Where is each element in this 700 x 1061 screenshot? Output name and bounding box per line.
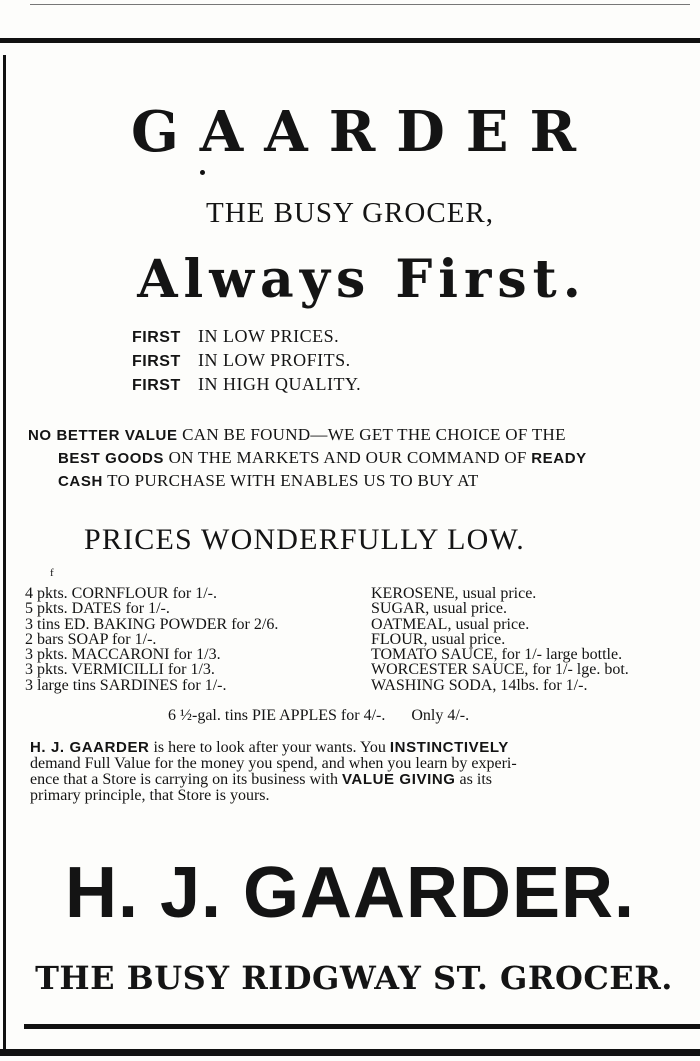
top-thick-rule bbox=[0, 38, 700, 43]
list-item: 3 pkts. MACCARONI for 1/3. bbox=[25, 646, 221, 664]
list-item: 3 pkts. VERMICILLI for 1/3. bbox=[25, 661, 215, 679]
footer-tagline: THE BUSY RIDGWAY ST. GROCER. bbox=[35, 959, 673, 997]
top-thin-rule bbox=[30, 4, 690, 5]
footer-name: H. J. GAARDER. bbox=[64, 853, 636, 933]
list-item: OATMEAL, usual price. bbox=[371, 615, 530, 633]
store-name-heading: GAARDER bbox=[130, 99, 598, 165]
first-line-prices: FIRST IN LOW PRICES. bbox=[132, 326, 340, 346]
bottom-rule-upper bbox=[24, 1024, 700, 1029]
list-item: SUGAR, usual price. bbox=[371, 600, 507, 618]
list-item: WORCESTER SAUCE, for 1/- lge. bot. bbox=[371, 661, 629, 679]
list-item: 2 bars SOAP for 1/-. bbox=[25, 630, 157, 648]
value-line-2: BEST GOODS ON THE MARKETS AND OUR COMMAND OF READY bbox=[58, 448, 587, 467]
list-item: TOMATO SAUCE, for 1/- large bottle. bbox=[371, 646, 623, 664]
list-item: 5 pkts. DATES for 1/-. bbox=[25, 600, 170, 618]
list-item: WASHING SODA, 14lbs. for 1/-. bbox=[371, 676, 588, 694]
items-left-column bbox=[25, 586, 278, 693]
value-line-1: NO BETTER VALUE CAN BE FOUND—WE GET THE CHOICE OF THE bbox=[28, 425, 566, 444]
list-item: 3 large tins SARDINES for 1/-. bbox=[25, 676, 227, 694]
items-right-column bbox=[371, 586, 629, 693]
price-mark: f bbox=[50, 567, 54, 579]
first-line-quality: FIRST IN HIGH QUALITY. bbox=[132, 374, 362, 394]
tagline-busy-grocer: THE BUSY GROCER, bbox=[205, 197, 495, 229]
always-first-slogan: Always First. bbox=[137, 249, 587, 310]
print-speck bbox=[200, 170, 205, 175]
gaarder-line-2: demand Full Value for the money you spend, and when you learn by experi- bbox=[30, 755, 517, 772]
value-line-3: CASH TO PURCHASE WITH ENABLES US TO BUY AT bbox=[58, 471, 479, 490]
firsts-list bbox=[132, 324, 462, 396]
gaarder-line-3: ence that a Store is carrying on its business with VALUE GIVING as its bbox=[30, 771, 492, 788]
list-item: 3 tins ED. BAKING POWDER for 2/6. bbox=[25, 615, 279, 633]
pie-apples-line: 6 ½-gal. tins PIE APPLES for 4/-. Only 4/-. bbox=[168, 707, 470, 724]
first-line-profits: FIRST IN LOW PROFITS. bbox=[132, 350, 351, 370]
list-item: KEROSENE, usual price. bbox=[371, 585, 537, 602]
value-paragraph bbox=[28, 424, 698, 493]
list-item: 4 pkts. CORNFLOUR for 1/-. bbox=[25, 585, 218, 602]
gaarder-line-1: H. J. GAARDER is here to look after your wants. You INSTINCTIVELY bbox=[30, 739, 509, 756]
gaarder-paragraph bbox=[30, 740, 700, 804]
bottom-rule-lower bbox=[0, 1049, 700, 1056]
prices-heading: PRICES WONDERFULLY LOW. bbox=[84, 523, 526, 556]
gaarder-line-4: primary principle, that Store is yours. bbox=[30, 787, 270, 804]
list-item: FLOUR, usual price. bbox=[371, 630, 506, 648]
